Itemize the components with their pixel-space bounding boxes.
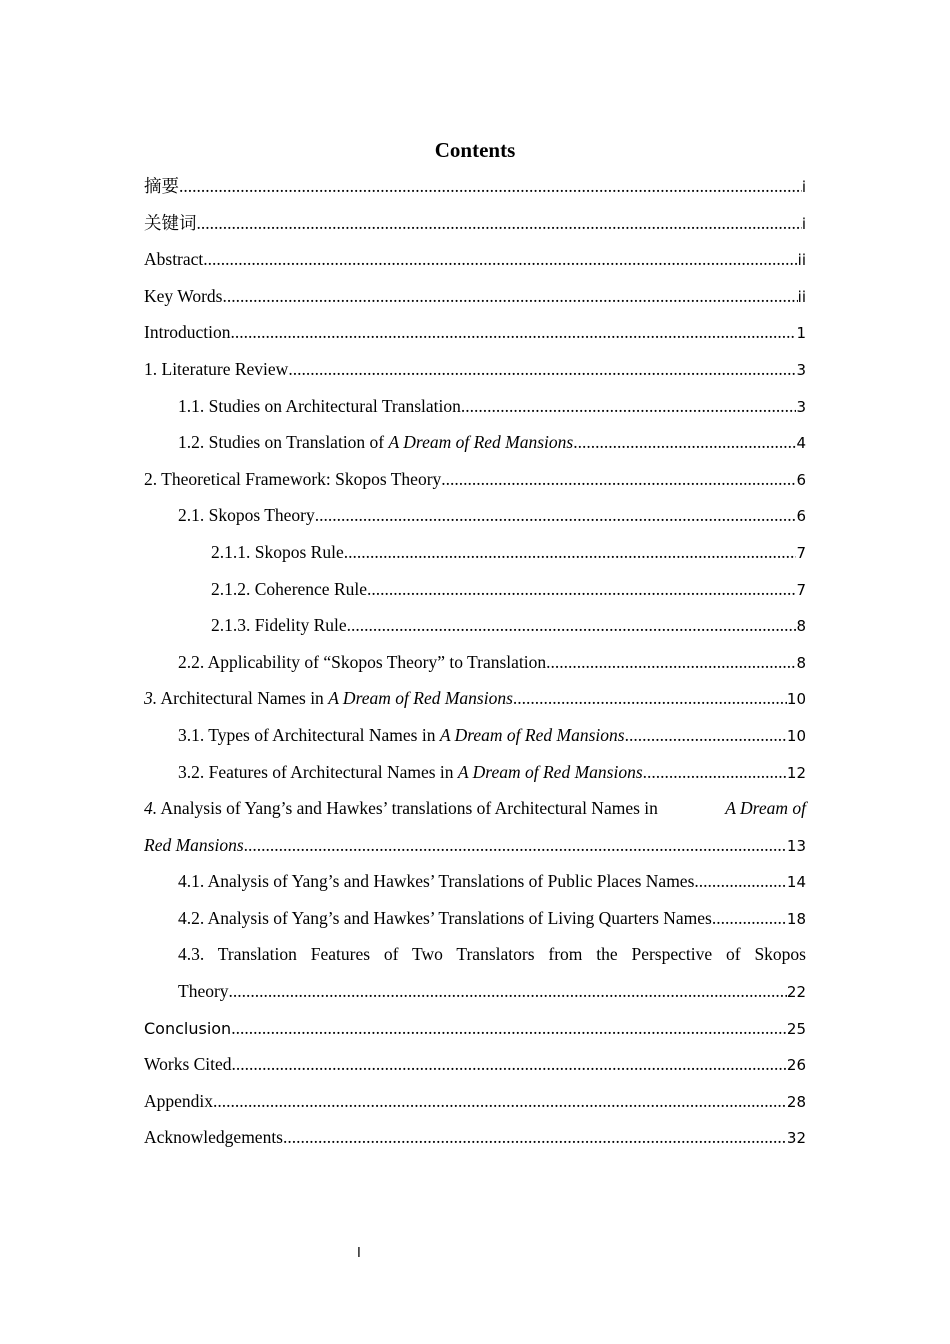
toc-leader — [213, 1083, 787, 1120]
table-of-contents — [144, 168, 806, 1156]
toc-label: Introduction — [144, 322, 231, 343]
toc-label: Appendix — [144, 1090, 214, 1111]
toc-page-number: 25 — [786, 1019, 806, 1038]
toc-page-number: 6 — [796, 507, 806, 526]
toc-label-number: 3. — [144, 688, 158, 709]
toc-entry-4-2[interactable] — [144, 900, 806, 937]
toc-label — [178, 717, 625, 754]
toc-page-number: 10 — [786, 726, 806, 745]
toc-entry-conclusion[interactable] — [144, 1010, 806, 1047]
toc-label-line — [178, 936, 806, 973]
toc-entry-appendix[interactable] — [144, 1083, 806, 1120]
toc-label-title: A Dream of Red Mansions — [328, 688, 513, 709]
toc-label — [178, 424, 573, 461]
toc-leader — [546, 644, 796, 681]
toc-page-number: 10 — [786, 690, 806, 709]
toc-leader — [367, 571, 796, 608]
toc-entry-2-1-2[interactable] — [144, 571, 806, 608]
toc-page-number: 1 — [796, 324, 806, 343]
toc-label: Acknowledgements — [144, 1127, 283, 1148]
toc-label: 2.2. Applicability of “Skopos Theory” to Translation — [178, 651, 547, 672]
toc-label: 4.1. Analysis of Yang’s and Hawkes’ Translations of Public Places Names. — [178, 871, 699, 892]
toc-leader — [231, 1010, 787, 1047]
toc-label — [144, 680, 513, 717]
toc-entry-2-1-1[interactable] — [144, 534, 806, 571]
toc-leader — [347, 607, 797, 644]
toc-page-number: 13 — [786, 836, 806, 855]
toc-label-title: Red Mansions — [144, 834, 244, 855]
toc-entry-4-3[interactable] — [144, 936, 806, 1009]
toc-leader — [283, 1119, 787, 1156]
toc-label: Theory — [178, 981, 229, 1002]
toc-label: 4.2. Analysis of Yang’s and Hawkes’ Translations of Living Quarters Names. — [178, 907, 717, 928]
toc-entry-keywords-cn[interactable] — [144, 205, 806, 242]
toc-entry-key-words[interactable] — [144, 278, 806, 315]
toc-label-title: A Dream of — [725, 798, 806, 819]
toc-leader — [232, 1046, 787, 1083]
toc-page-number: 26 — [786, 1056, 806, 1075]
toc-leader — [231, 314, 797, 351]
toc-label-text: 3.1. Types of Architectural Names in — [178, 724, 440, 745]
toc-page-number: 7 — [796, 543, 806, 562]
toc-leader — [179, 168, 802, 205]
toc-entry-theoretical-framework[interactable] — [144, 461, 806, 498]
toc-page-number: ii — [797, 287, 806, 306]
toc-page-number: 8 — [796, 617, 806, 636]
toc-label: Conclusion — [144, 1018, 232, 1038]
toc-label: Works Cited — [144, 1054, 232, 1075]
toc-label-line — [178, 973, 806, 1010]
toc-label — [178, 754, 643, 791]
toc-page-number: 8 — [796, 653, 806, 672]
toc-label: 摘要 — [144, 176, 179, 196]
toc-entry-3-1[interactable] — [144, 717, 806, 754]
toc-label: 2. Theoretical Framework: Skopos Theory — [144, 468, 442, 489]
toc-leader — [625, 717, 787, 754]
toc-label: Abstract — [144, 249, 204, 270]
toc-page-number: 22 — [786, 983, 806, 1002]
toc-entry-abstract-cn[interactable] — [144, 168, 806, 205]
toc-label-text: 3.2. Features of Architectural Names in — [178, 761, 458, 782]
toc-leader — [573, 424, 796, 461]
toc-entry-3-2[interactable] — [144, 754, 806, 791]
toc-label: 1.1. Studies on Architectural Translation — [178, 395, 461, 416]
toc-entry-2-1-3[interactable] — [144, 607, 806, 644]
toc-entry-architectural-names[interactable] — [144, 680, 806, 717]
toc-label-text: Analysis of Yang’s and Hawkes’ translations of Architectural Names in — [157, 798, 663, 819]
toc-entry-literature-review[interactable] — [144, 351, 806, 388]
toc-page-number: ii — [797, 251, 806, 270]
toc-entry-works-cited[interactable] — [144, 1046, 806, 1083]
toc-leader — [197, 205, 802, 242]
toc-label: 2.1.3. Fidelity Rule — [211, 615, 347, 636]
toc-page-number: 14 — [786, 873, 806, 892]
toc-entry-1-1[interactable] — [144, 388, 806, 425]
toc-page-number: 6 — [796, 470, 806, 489]
toc-label-title: A Dream of Red Mansions — [457, 761, 643, 782]
toc-leader — [315, 497, 797, 534]
toc-label-line — [144, 790, 806, 827]
toc-entry-introduction[interactable] — [144, 314, 806, 351]
toc-leader — [229, 973, 787, 1010]
toc-entry-1-2[interactable] — [144, 424, 806, 461]
toc-page-number: 3 — [796, 360, 806, 379]
toc-leader — [441, 461, 796, 498]
toc-label: 4.3. Translation Features of Two Translators from the Perspective of Skopos — [178, 944, 806, 965]
toc-page-number: 4 — [796, 434, 806, 453]
toc-label-line — [144, 827, 806, 864]
toc-leader — [699, 863, 787, 900]
toc-leader — [288, 351, 796, 388]
toc-entry-abstract[interactable] — [144, 241, 806, 278]
toc-label-text: 1.2. Studies on Translation of — [178, 432, 389, 453]
toc-page-number: i — [801, 178, 806, 196]
toc-entry-2-1[interactable] — [144, 497, 806, 534]
toc-leader — [244, 827, 787, 864]
toc-label: 2.1.2. Coherence Rule — [211, 578, 367, 599]
toc-label: 2.1.1. Skopos Rule — [211, 541, 344, 562]
toc-entry-analysis[interactable] — [144, 790, 806, 863]
toc-page-number: 32 — [786, 1129, 806, 1148]
toc-entry-2-2[interactable] — [144, 644, 806, 681]
toc-leader — [461, 388, 797, 425]
toc-page-number: 12 — [786, 763, 806, 782]
toc-page-number: i — [801, 214, 806, 233]
footer-page-number: I — [357, 1246, 361, 1261]
toc-page-number: 18 — [786, 909, 806, 928]
toc-label-title: A Dream of Red Mansions — [439, 724, 625, 745]
toc-label: 关键词 — [144, 212, 197, 233]
toc-leader — [203, 241, 797, 278]
toc-leader — [716, 900, 787, 937]
toc-page-number: 28 — [786, 1092, 806, 1111]
toc-label: Key Words — [144, 285, 223, 306]
toc-page-number: 3 — [796, 397, 806, 416]
toc-label: 1. Literature Review — [144, 358, 289, 379]
toc-label — [144, 790, 662, 827]
toc-entry-4-1[interactable] — [144, 863, 806, 900]
toc-label-number: 4. — [144, 798, 158, 819]
toc-leader — [344, 534, 797, 571]
page-title: Contents — [434, 138, 516, 162]
toc-leader — [513, 680, 787, 717]
toc-label: 2.1. Skopos Theory — [178, 505, 315, 526]
toc-leader — [643, 754, 787, 791]
toc-label-title: A Dream of Red Mansions — [388, 432, 574, 453]
toc-entry-acknowledgements[interactable] — [144, 1119, 806, 1156]
toc-label-text: Architectural Names in — [157, 688, 329, 709]
toc-page-number: 7 — [796, 580, 806, 599]
toc-leader — [222, 278, 797, 315]
